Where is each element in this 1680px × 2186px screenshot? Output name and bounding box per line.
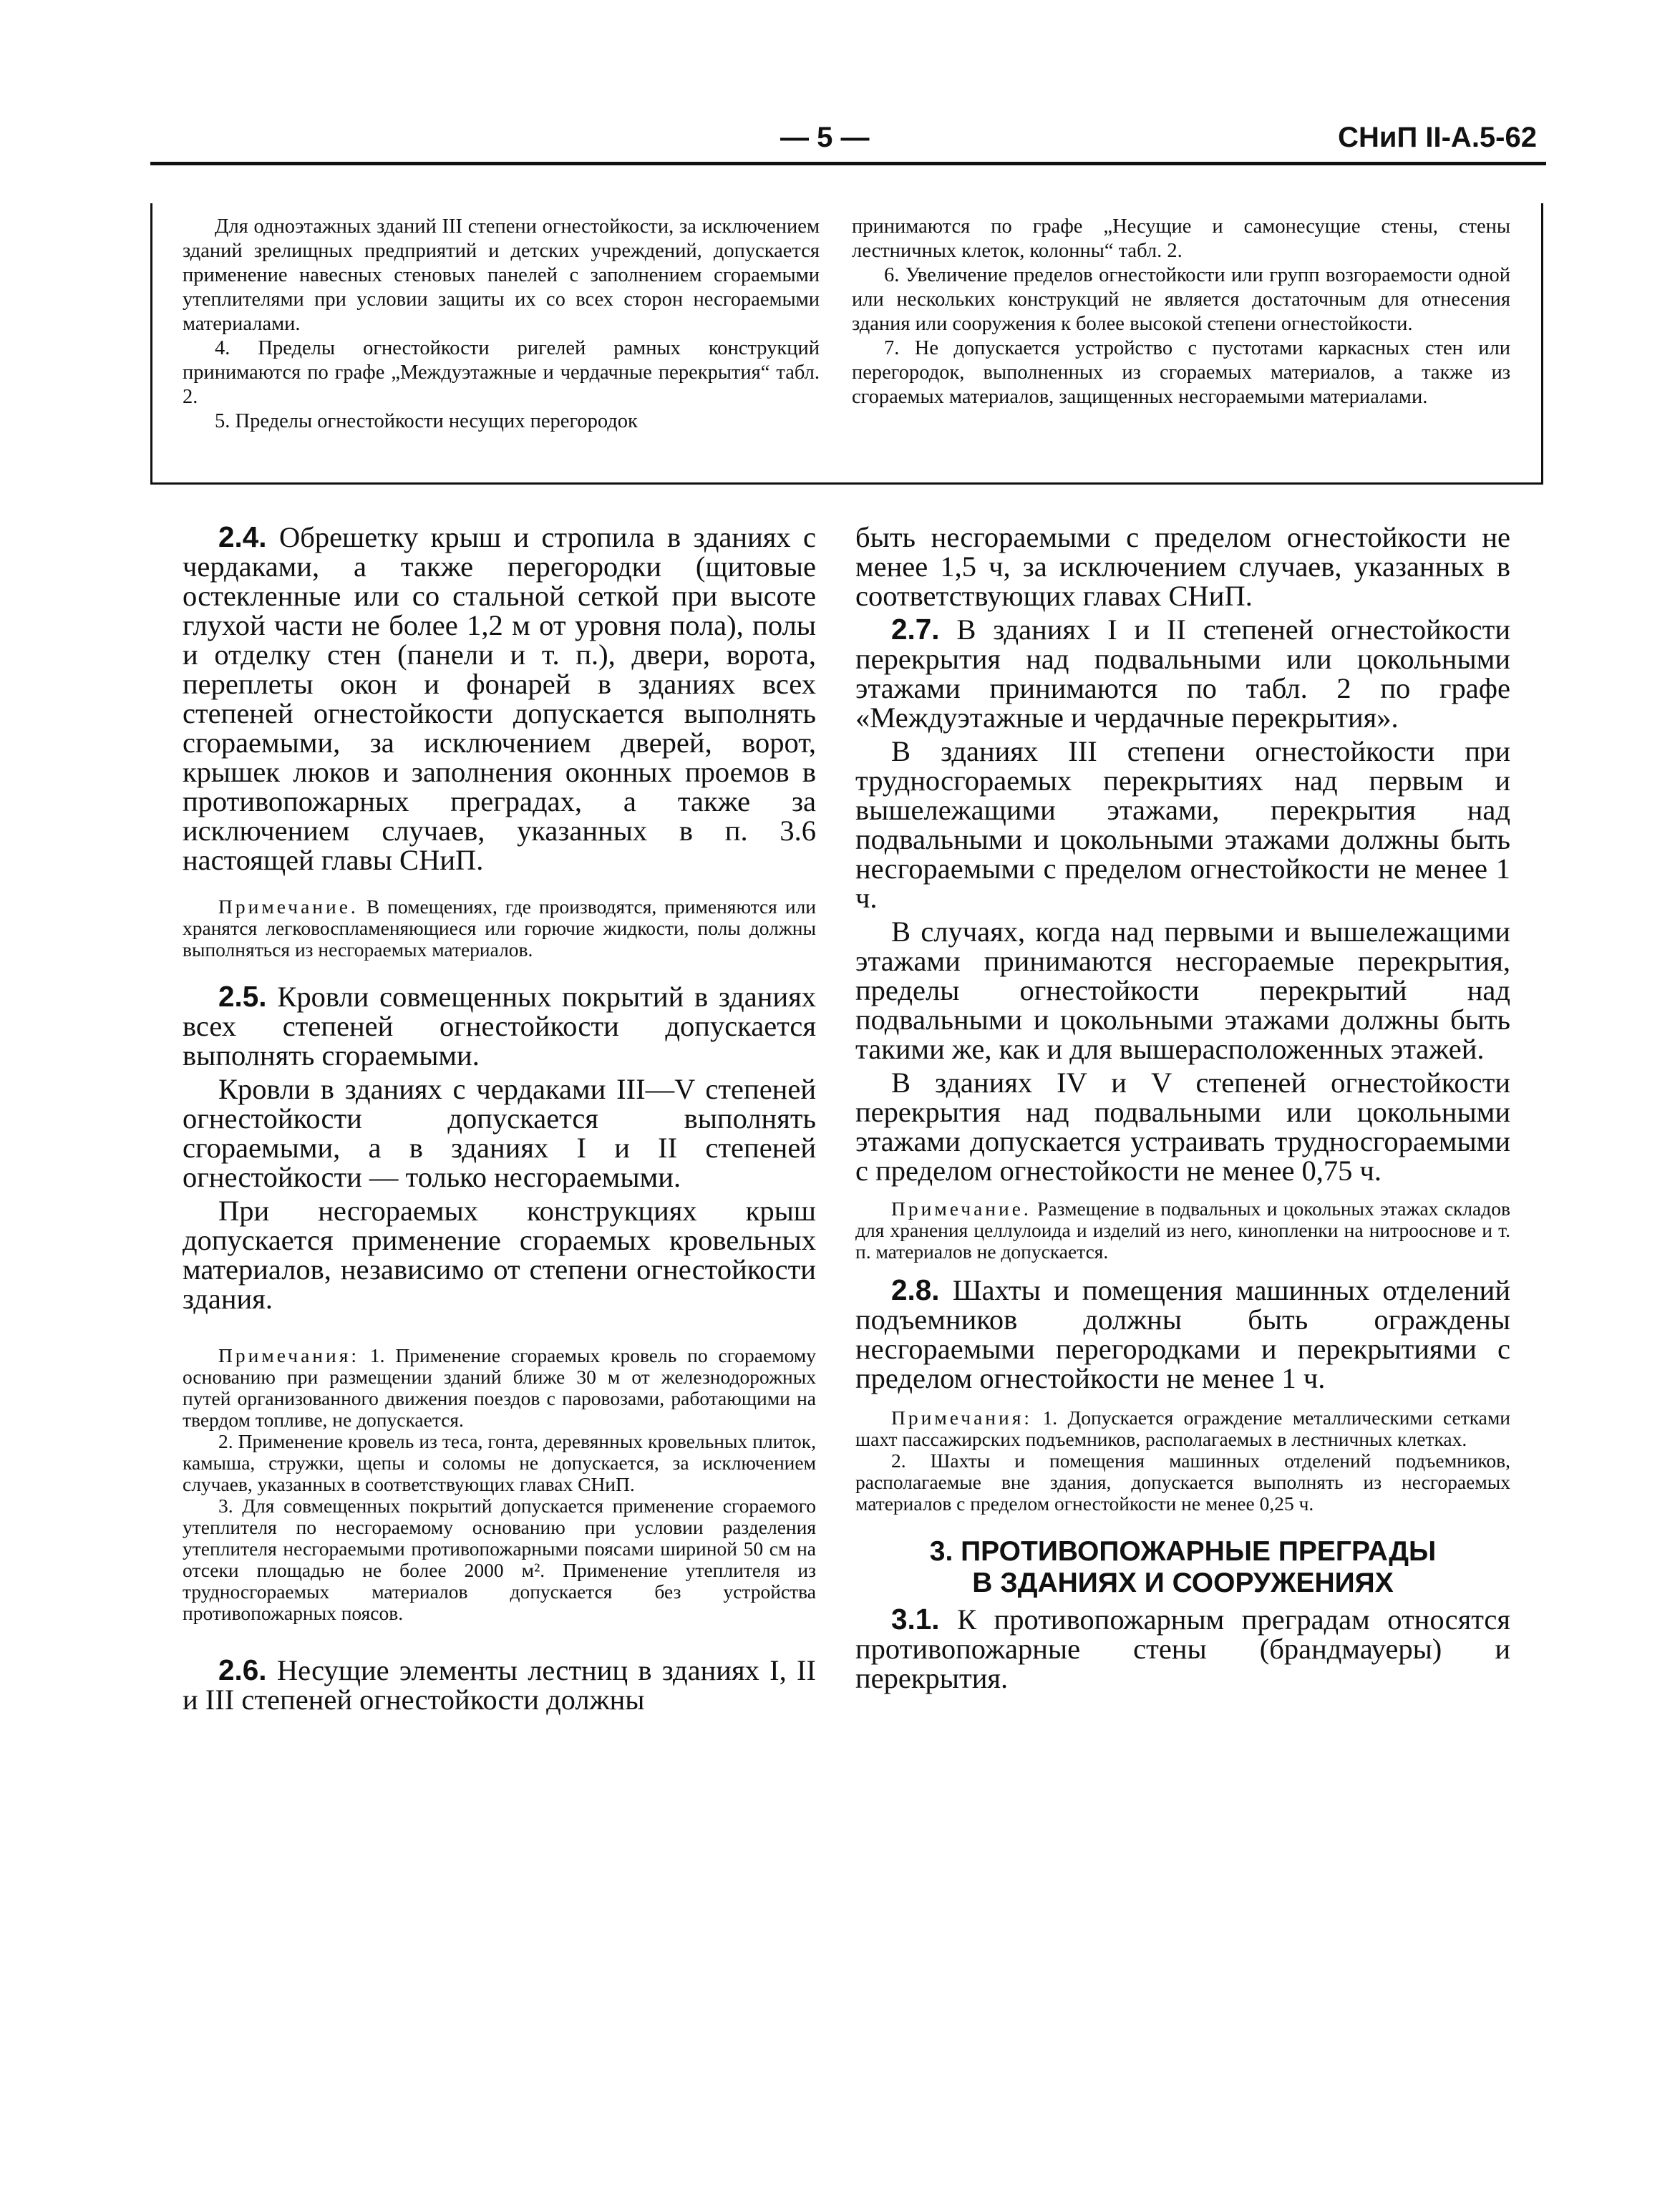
clause-number: 2.8. [891,1273,940,1306]
clause-text: К противопожарным преградам относятся противопожарные стены (брандмауеры) и перекрытия. [855,1603,1510,1694]
left-column [183,520,817,1716]
note-label: Примечание. [218,895,359,918]
note-2-7 [855,1198,1510,1263]
note-item: 2. Применение кровель из теса, гонта, деревянных кровельных плиток, камыша, стружки, щепы и соломы не допускается, за исключением случаев, указанных в соответствующих главах СНиП. [183,1430,816,1495]
clause-number: 2.6. [218,1653,267,1686]
note-item: 2. Шахты и помещения машинных отделений подъемников, располагаемые вне здания, допускается выполнять из несгораемых материалов с пределом огнестойкости не менее 0,25 ч. [855,1449,1510,1515]
clause-2-8 [855,1273,1511,1394]
box-note-7: 7. Не допускается устройство с пустотами каркасных стен или перегородок, выполненных из сгораемых материалов, а также из сгораемых материалов, защищенных несгораемыми материалами. [852,337,1510,408]
notes-box-left-column [183,215,820,434]
note-text: Размещение в подвальных и цокольных этажах складов для хранения целлулоида и изделий из него, кинопленки на нитрооснове и т. п. материалов не допускается. [855,1198,1510,1263]
notes-2-5 [183,1345,816,1624]
header-rule [150,162,1546,165]
note-item: 1. Применение сгораемых кровель по сгораемому основанию при размещении зданий ближе 30 м от железнодорожных путей организованного движения поездов с паровозами, работающими на твердом топливе, не допускается. [183,1344,817,1431]
clause-2-7-grade-4-5: В зданиях IV и V степеней огнестойкости перекрытия над подвальными или цокольными этажами допускается устраивать трудносгораемыми с пределом огнестойкости не менее 0,75 ч. [855,1067,1510,1187]
clause-2-6 [183,1653,816,1716]
clause-2-5-roofing-materials: При несгораемых конструкциях крыш допускается применение сгораемых кровельных материалов, независимо от степени огнестойкости здания. [183,1195,816,1315]
section-3-heading [855,1536,1510,1599]
notes-2-8 [855,1407,1510,1515]
clause-2-7 [855,615,1510,732]
box-note-4: 4. Пределы огнестойкости ригелей рамных конструкций принимаются по графе „Междуэтажные и чердачные перекрытия“ табл. 2. [183,337,820,408]
right-column [855,523,1510,1693]
notes-label: Примечания: [218,1344,360,1366]
box-note-paragraph: Для одноэтажных зданий III степени огнестойкости, за исключением зданий зрелищных предприятий и детских учреждений, допускается применение навесных стеновых панелей с заполнением сгораемыми утеплителями при условии защиты их со всех сторон несгораемыми материалами. [183,215,820,335]
note-item: 1. Допускается ограждение металлическими сетками шахт пассажирских подъемников, располагаемых в лестничных клетках. [855,1407,1510,1450]
clause-2-5 [183,982,816,1070]
clause-text: Несущие элементы лестниц в зданиях I, II и III степеней огнестойкости должны [183,1654,816,1716]
clause-text: В зданиях I и II степеней огнестойкости перекрытия над подвальными или цокольными этажами принимаются по табл. 2 по графе «Междуэтажные и чердачные перекрытия». [855,613,1510,734]
box-note-5: 5. Пределы огнестойкости несущих перегородок [215,410,638,432]
box-note-5-continued: принимаются по графе „Несущие и самонесущие стены, стены лестничных клеток, колонны“ табл. 2. [852,215,1510,262]
clause-2-6-continued: быть несгораемыми с пределом огнестойкости не менее 1,5 ч, за исключением случаев, указанных в соответствующих главах СНиП. [855,521,1510,612]
notes-box-right-column [852,215,1510,409]
clause-number: 2.5. [218,980,267,1013]
clause-2-5-roofs-attics: Кровли в зданиях с чердаками III—V степеней огнестойкости допускается выполнять сгораемыми, а в зданиях I и II степеней огнестойкости — только несгораемыми. [183,1073,816,1193]
note-label: Примечание. [891,1198,1031,1220]
page-number: — 5 — [780,122,870,153]
clause-2-7-grade-3: В зданиях III степени огнестойкости при трудносгораемых перекрытиях над первым и вышележащими этажами, перекрытия над подвальными и цокольными этажами должны быть несгораемыми с пределом огнестойкости не менее 1 ч. [855,735,1510,914]
clause-3-1 [855,1605,1510,1693]
box-note-6: 6. Увеличение пределов огнестойкости или групп возгораемости одной или нескольких конструкций не является достаточным для отнесения здания или сооружения к более высокой степени огнестойкости. [852,264,1510,335]
clause-text: Кровли совмещенных покрытий в зданиях всех степеней огнестойкости допускается выполнять сгораемыми. [183,981,816,1072]
section-heading-line: 3. ПРОТИВОПОЖАРНЫЕ ПРЕГРАДЫ [929,1536,1437,1567]
note-item: 3. Для совмещенных покрытий допускается применение сгораемого утеплителя по несгораемому основанию при условии разделения утеплителя несгораемыми противопожарными поясами шириной 50 см на отсеки площадью не более 2000 м². Применение утеплителя из трудносгораемых материалов допускается без устройства противопожарных поясов. [183,1495,816,1624]
clause-number: 3.1. [891,1603,940,1636]
note-text: В помещениях, где производятся, применяются или хранятся легковоспламеняющиеся или горючие жидкости, полы должны выполняться из несгораемых материалов. [183,895,817,961]
clause-2-7-same-limits: В случаях, когда над первыми и вышележащими этажами принимаются несгораемые перекрытия, пределы огнестойкости перекрытий над подвальными и цокольными этажами должны быть такими же, как и для вышерасположенных этажей. [855,915,1510,1065]
clause-text: Обрешетку крыш и стропила в зданиях с чердаками, а также перегородки (щитовые остекленные или со стальной сеткой при высоте глухой части не более 1,2 м от уровня пола), полы и отделку стен (панели и т. п.), двери, ворота, переплеты окон и фонарей в зданиях всех степеней огнестойкости допускается выполнять сгораемыми, за исключением дверей, ворот, крышек люков и заполнения оконных проемов в противопожарных преградах, а также за исключением случаев, указанных в п. 3.6 настоящей главы СНиП. [183,521,817,876]
clause-text: Шахты и помещения машинных отделений подъемников должны быть ограждены несгораемыми перегородками и перекрытиями с пределом огнестойкости не менее 1 ч. [855,1274,1511,1394]
notes-label: Примечания: [891,1407,1033,1429]
clause-number: 2.4. [218,520,267,553]
section-heading-line: В ЗДАНИЯХ И СООРУЖЕНИЯХ [972,1568,1394,1598]
clause-number: 2.7. [891,613,940,646]
document-code: СНиП II-А.5-62 [1338,122,1537,153]
clause-2-4 [183,520,817,876]
note-2-4 [183,896,816,961]
